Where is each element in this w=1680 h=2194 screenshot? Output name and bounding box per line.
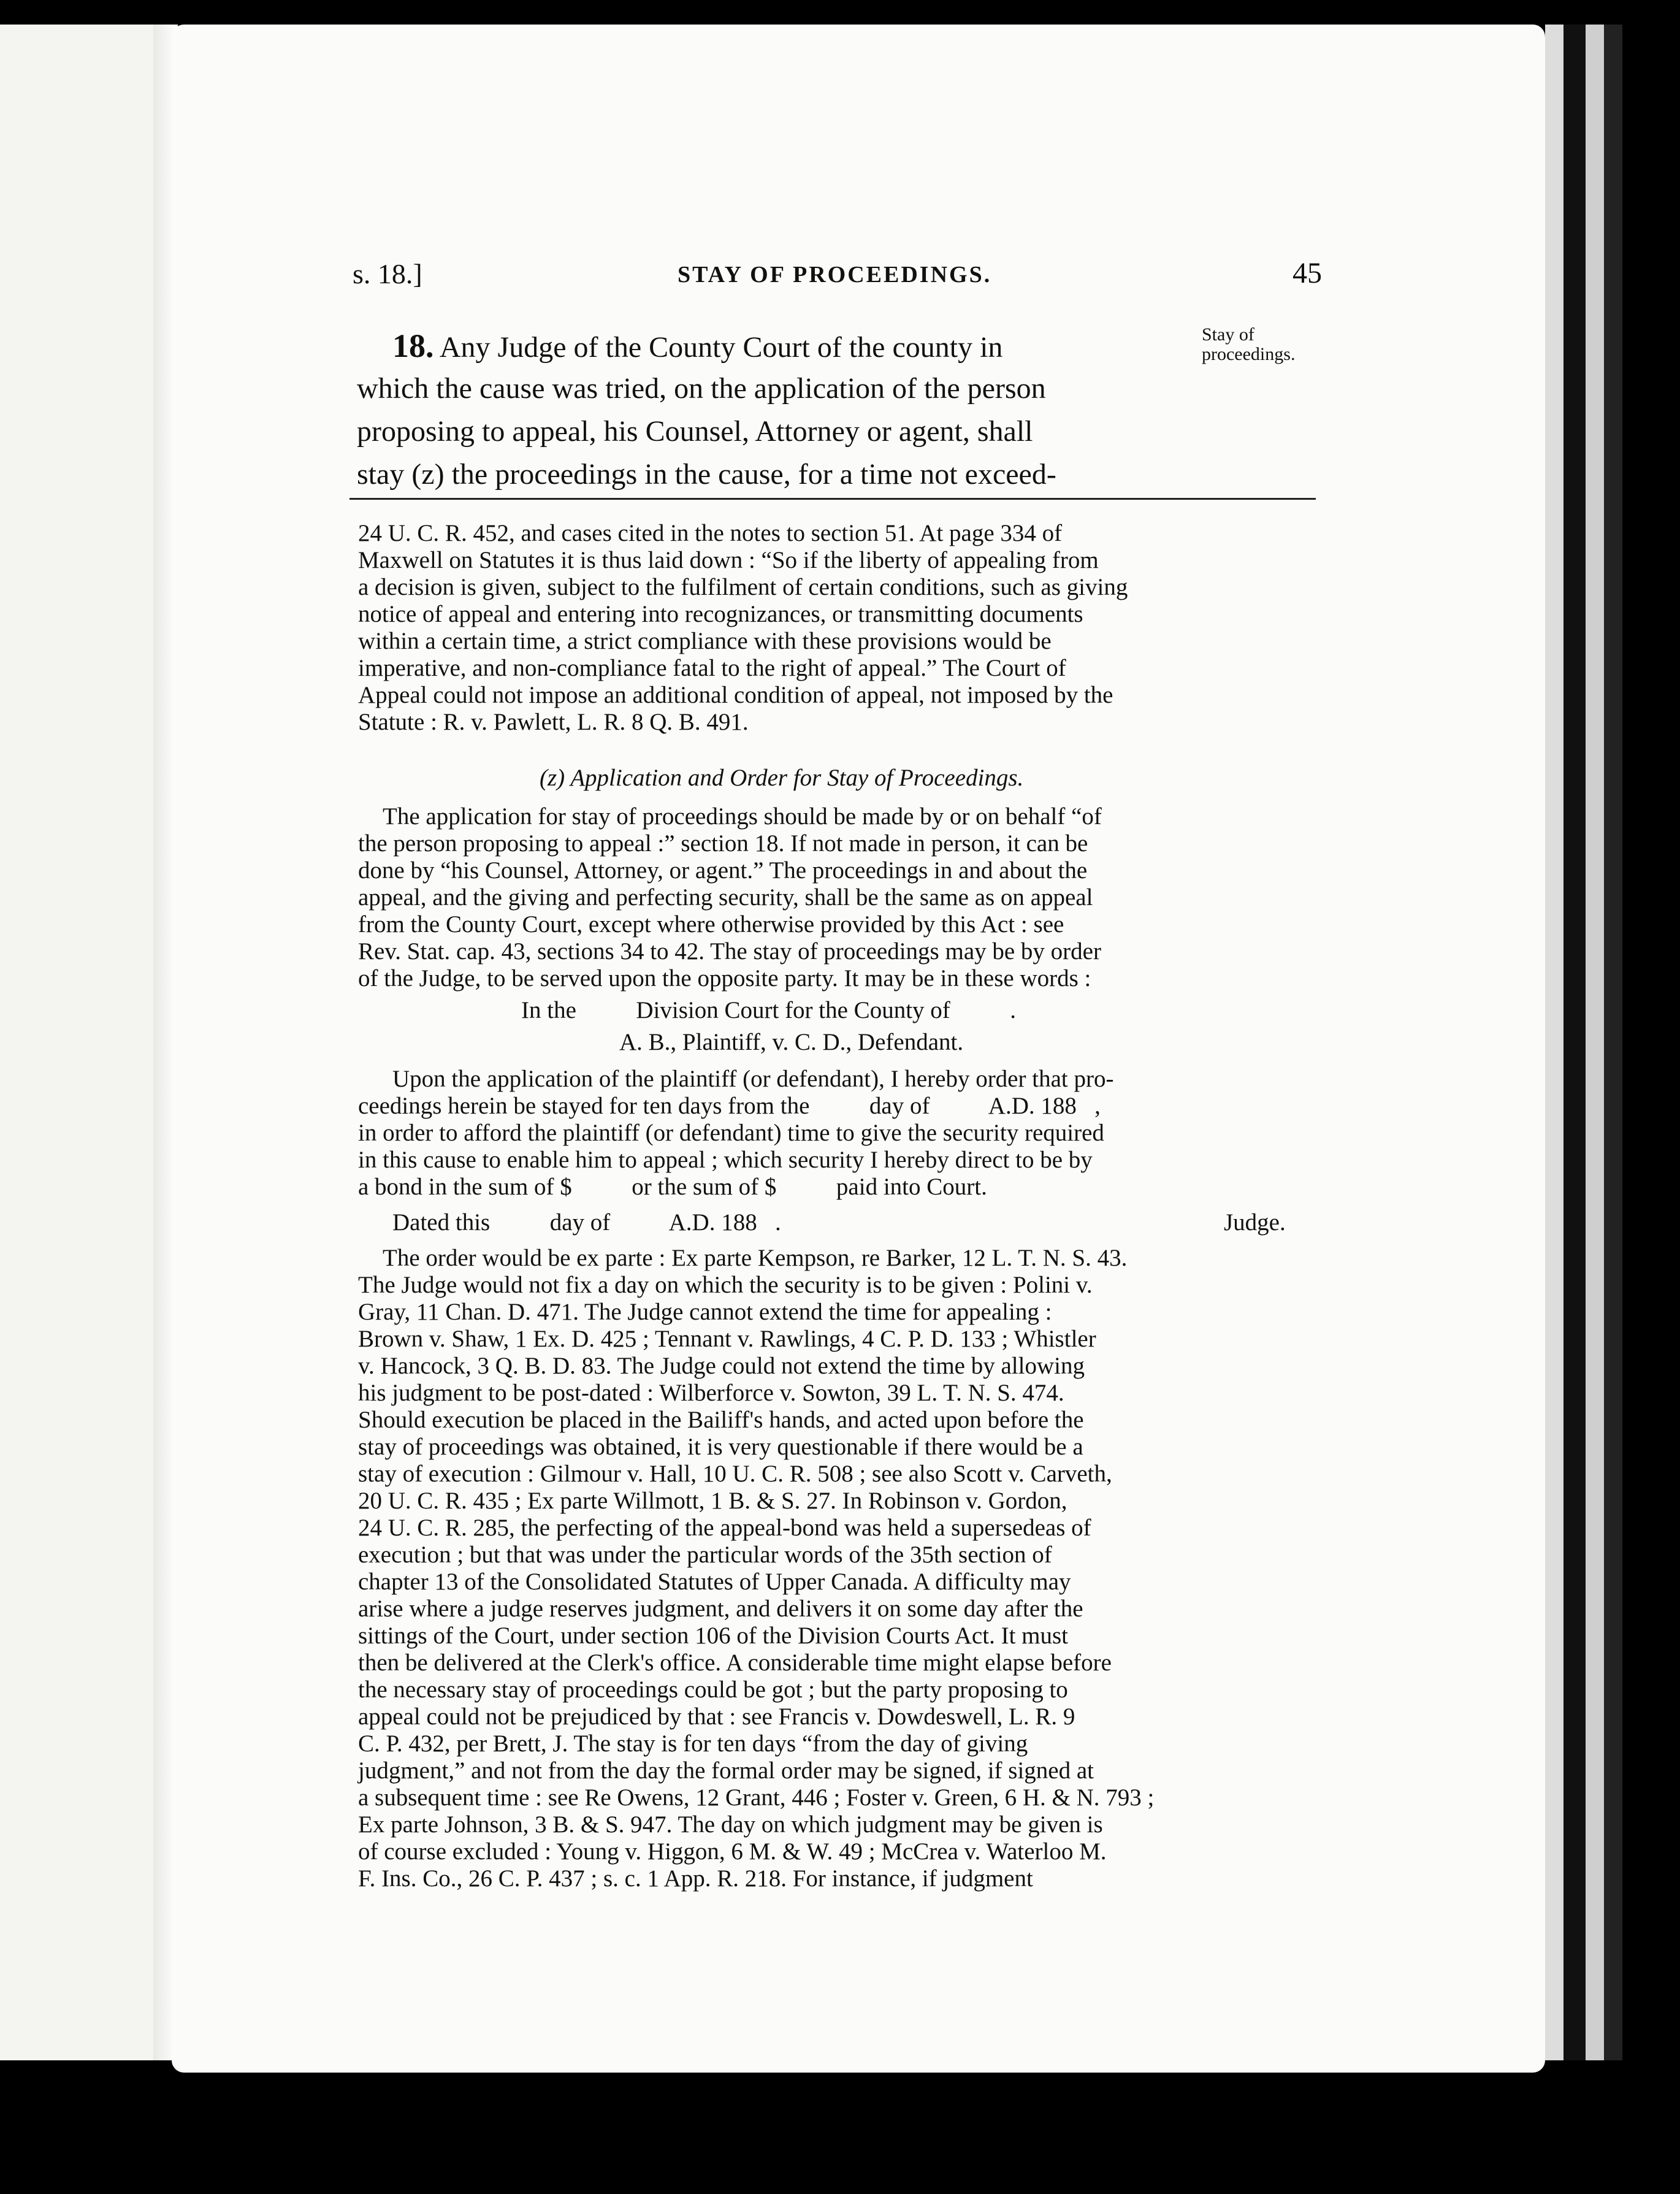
paragraph-line: the necessary stay of proceedings could be got ; but the party proposing to [358, 1676, 1068, 1703]
footnote-line: 24 U. C. R. 452, and cases cited in the notes to section 51. At page 334 of [358, 520, 1063, 546]
form-order-line: a bond in the sum of $ or the sum of $ paid into Court. [358, 1174, 987, 1200]
paragraph-line: chapter 13 of the Consolidated Statutes of Upper Canada. A difficulty may [358, 1569, 1071, 1595]
running-head-title: STAY OF PROCEEDINGS. [678, 262, 992, 288]
paragraph-line: of the Judge, to be served upon the opposite party. It may be in these words : [358, 965, 1091, 992]
paragraph-line: sittings of the Court, under section 106 of the Division Courts Act. It must [358, 1623, 1069, 1649]
paragraph-line: 24 U. C. R. 285, the perfecting of the appeal-bond was held a supersedeas of [358, 1515, 1091, 1541]
paragraph-line: the person proposing to appeal :” section 18. If not made in person, it can be [358, 830, 1088, 857]
section-line: stay (z) the proceedings in the cause, for a time not exceed- [357, 458, 1056, 491]
section-line: which the cause was tried, on the application of the person [357, 372, 1046, 405]
form-court-line: In the Division Court for the County of . [521, 997, 1017, 1023]
paragraph-line: Should execution be placed in the Bailiff's hands, and acted upon before the [358, 1407, 1084, 1433]
paragraph-line: appeal, and the giving and perfecting security, shall be the same as on appeal [358, 884, 1093, 911]
paragraph-line: The order would be ex parte : Ex parte Kempson, re Barker, 12 L. T. N. S. 43. [383, 1245, 1128, 1271]
paragraph-line: F. Ins. Co., 26 C. P. 437 ; s. c. 1 App. R. 218. For instance, if judgment [358, 1865, 1033, 1892]
paragraph-line: C. P. 432, per Brett, J. The stay is for ten days “from the day of giving [358, 1730, 1028, 1757]
footnote-line: within a certain time, a strict compliance with these provisions would be [358, 628, 1052, 654]
paragraph-line: done by “his Counsel, Attorney, or agent.” The proceedings in and about the [358, 857, 1088, 884]
page-number: 45 [1292, 257, 1322, 289]
form-dated-line: Dated this day of A.D. 188 . [392, 1209, 781, 1236]
section-line: Any Judge of the County Court of the county in [439, 331, 1003, 364]
footnote-line: a decision is given, subject to the fulfilment of certain conditions, such as giving [358, 574, 1128, 600]
running-head-section: s. 18.] [353, 258, 422, 289]
paragraph-line: v. Hancock, 3 Q. B. D. 83. The Judge could not extend the time by allowing [358, 1353, 1085, 1379]
paragraph-line: arise where a judge reserves judgment, and delivers it on some day after the [358, 1596, 1083, 1622]
paragraph-line: Gray, 11 Chan. D. 471. The Judge cannot extend the time for appealing : [358, 1299, 1052, 1325]
margin-note-line: Stay of [1202, 324, 1254, 345]
paragraph-line: then be delivered at the Clerk's office. A considerable time might elapse before [358, 1649, 1112, 1676]
paragraph-line: execution ; but that was under the particular words of the 35th section of [358, 1542, 1052, 1568]
z-heading: (z) Application and Order for Stay of Proceedings. [540, 765, 1024, 791]
paragraph-line: from the County Court, except where otherwise provided by this Act : see [358, 911, 1064, 938]
paragraph-line: his judgment to be post-dated : Wilberforce v. Sowton, 39 L. T. N. S. 474. [358, 1380, 1064, 1406]
paragraph-line: Ex parte Johnson, 3 B. & S. 947. The day on which judgment may be given is [358, 1811, 1103, 1838]
paragraph-line: Rev. Stat. cap. 43, sections 34 to 42. The stay of proceedings may be by order [358, 938, 1101, 965]
paragraph-line: stay of proceedings was obtained, it is very questionable if there would be a [358, 1434, 1083, 1460]
paragraph-line: appeal could not be prejudiced by that : see Francis v. Dowdeswell, L. R. 9 [358, 1703, 1075, 1730]
form-parties-line: A. B., Plaintiff, v. C. D., Defendant. [619, 1029, 964, 1055]
footnote-rule [349, 498, 1316, 500]
paragraph-line: The Judge would not fix a day on which the security is to be given : Polini v. [358, 1272, 1093, 1298]
margin-note-line: proceedings. [1202, 344, 1296, 364]
section-line: proposing to appeal, his Counsel, Attorney or agent, shall [357, 415, 1033, 448]
paragraph-line: Brown v. Shaw, 1 Ex. D. 425 ; Tennant v. Rawlings, 4 C. P. D. 133 ; Whistler [358, 1326, 1096, 1352]
paragraph-line: a subsequent time : see Re Owens, 12 Grant, 446 ; Foster v. Green, 6 H. & N. 793 ; [358, 1784, 1155, 1811]
paragraph-line: The application for stay of proceedings should be made by or on behalf “of [383, 803, 1102, 830]
paragraph-line: of course excluded : Young v. Higgon, 6 M. & W. 49 ; McCrea v. Waterloo M. [358, 1838, 1107, 1865]
section-number: 18. [392, 327, 434, 364]
form-order-line: ceedings herein be stayed for ten days from the day of A.D. 188 , [358, 1093, 1101, 1119]
form-order-line: Upon the application of the plaintiff (or defendant), I hereby order that pro- [392, 1066, 1114, 1092]
footnote-line: Appeal could not impose an additional condition of appeal, not imposed by the [358, 682, 1113, 708]
footnote-line: imperative, and non-compliance fatal to the right of appeal.” The Court of [358, 655, 1066, 681]
margin-note [1202, 325, 1337, 364]
paragraph-line: stay of execution : Gilmour v. Hall, 10 U. C. R. 508 ; see also Scott v. Carveth, [358, 1461, 1112, 1487]
footnote-line: Maxwell on Statutes it is thus laid down : “So if the liberty of appealing from [358, 547, 1099, 573]
paragraph-line: judgment,” and not from the day the formal order may be signed, if signed at [358, 1757, 1094, 1784]
paragraph-line: 20 U. C. R. 435 ; Ex parte Willmott, 1 B. & S. 27. In Robinson v. Gordon, [358, 1488, 1067, 1514]
footnote-line: Statute : R. v. Pawlett, L. R. 8 Q. B. 491. [358, 709, 749, 735]
footnote-line: notice of appeal and entering into recognizances, or transmitting documents [358, 601, 1083, 627]
form-judge-label: Judge. [1224, 1209, 1286, 1236]
section-first-line [392, 325, 1002, 369]
form-order-line: in this cause to enable him to appeal ; which security I hereby direct to be by [358, 1147, 1093, 1173]
form-order-line: in order to afford the plaintiff (or defendant) time to give the security required [358, 1120, 1104, 1146]
